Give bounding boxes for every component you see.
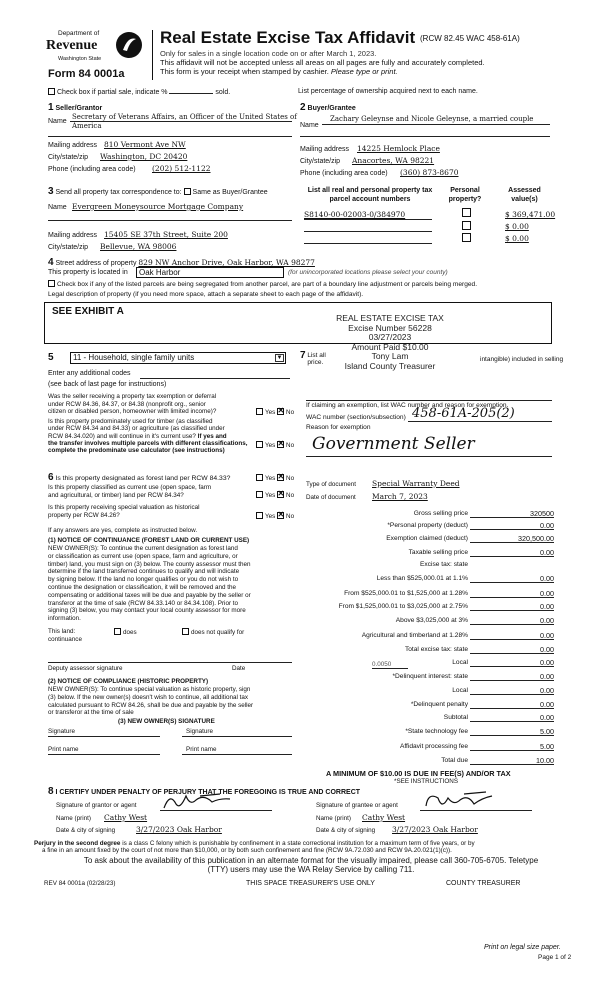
- deputy-label: Deputy assessor signature: [48, 665, 123, 672]
- seller-name-2[interactable]: America: [72, 122, 102, 130]
- doc-date[interactable]: March 7, 2023: [372, 492, 428, 501]
- parcel-value-2[interactable]: $ 0.00: [505, 234, 529, 243]
- seller-city[interactable]: Washington, DC 20420: [100, 152, 188, 161]
- stamp-line5: Tony Lam: [371, 351, 409, 361]
- current-use-yes-checkbox[interactable]: [256, 491, 263, 498]
- current-use-q-b: and agricultural, or timber) land per RCW 84.34?: [48, 491, 184, 499]
- form-title: Real Estate Excise Tax Affidavit: [160, 28, 416, 47]
- page-number: Page 1 of 2: [538, 954, 572, 961]
- certify-text: I CERTIFY UNDER PENALTY OF PERJURY THAT THE FOREGOING IS TRUE AND CORRECT: [55, 789, 361, 796]
- current-use-q: [48, 484, 211, 499]
- does-not-checkbox[interactable]: [182, 628, 189, 635]
- timber-q-line0: Is this property predominately used for timber (as classified: [48, 418, 213, 425]
- timber-q-bold: If yes and: [197, 432, 227, 440]
- buyer-name-line2: [300, 136, 550, 137]
- exempt-no-checkbox[interactable]: [277, 408, 284, 415]
- seller-heading-text: Seller/Grantor: [55, 105, 103, 112]
- reason-value[interactable]: Government Seller: [312, 434, 475, 454]
- historic-q-a: Is this property receiving special valuation as historical: [48, 504, 200, 511]
- treasurer-stamp: [300, 314, 480, 371]
- print-line-2: [182, 754, 292, 755]
- notice1-line6: compensating or additional taxes will be due and payable by the seller or: [48, 591, 251, 599]
- calc-value-5[interactable]: 0.00: [540, 574, 554, 583]
- print-label-2: Print name: [186, 746, 217, 753]
- timber-no-label: No: [286, 442, 295, 449]
- property-located-note: (for unincorporated locations please select your county): [288, 269, 448, 276]
- calc-value-12[interactable]: 0.00: [540, 672, 554, 681]
- timber-yes-label: Yes: [265, 442, 276, 449]
- historic-yes-checkbox[interactable]: [256, 512, 263, 519]
- notice2-line2: calculated pursuant to RCW 84.26, shall be due and payable by the seller: [48, 701, 254, 709]
- grantor-name-label: Name (print): [56, 815, 91, 822]
- grantor-sig-label: Signature of grantor or agent: [56, 802, 137, 809]
- additional-codes-line: [140, 378, 290, 379]
- parcels-col2a: Personal: [450, 187, 480, 194]
- calc-value-10[interactable]: 0.00: [540, 645, 554, 654]
- buyer-name[interactable]: Zachary Geleynse and Nicole Geleynse, a married couple: [330, 115, 534, 123]
- parcel-personal-checkbox-1[interactable]: [462, 221, 471, 230]
- does-not-option: [182, 628, 244, 636]
- buyer-addr-label: Mailing address: [300, 146, 350, 153]
- calc-label-12: *Delinquent interest: state: [392, 673, 468, 680]
- calc-label-14: *Delinquent penalty: [410, 701, 468, 708]
- dept-line1: Department of: [58, 30, 100, 37]
- partial-label-b: sold.: [215, 89, 231, 96]
- legal-size-note: Print on legal size paper.: [484, 944, 561, 951]
- seller-name-line: [70, 121, 292, 122]
- legal-label: Legal description of property (if you need more space, attach a separate sheet to each page of the affidavit).: [48, 291, 364, 298]
- county-treasurer: COUNTY TREASURER: [446, 880, 521, 887]
- corr-name[interactable]: Evergreen Moneysource Mortgage Company: [72, 202, 244, 211]
- buyer-name-label: Name: [300, 122, 319, 129]
- same-as-buyer-checkbox[interactable]: [184, 188, 191, 195]
- calc-label-7: From $1,525,000.01 to $3,025,000 at 2.75%: [338, 603, 468, 610]
- calc-label-16: *State technology fee: [405, 728, 468, 735]
- parcel-personal-checkbox-2[interactable]: [462, 233, 471, 242]
- does-label: does: [123, 629, 137, 636]
- calc-label-10: Total excise tax: state: [404, 646, 468, 653]
- notice2-text: [48, 686, 253, 717]
- partial-sale-checkbox[interactable]: [48, 88, 55, 95]
- doc-date-label: Date of document: [306, 494, 356, 501]
- section7-text-b: price.: [307, 359, 324, 366]
- timber-q-line2-text: RCW 84.34.020) and will continue in it's current use?: [48, 432, 196, 440]
- forest-yes-label: Yes: [265, 475, 276, 482]
- calc-value-15[interactable]: 0.00: [540, 713, 554, 722]
- buyer-phone[interactable]: (360) 873-8670: [400, 168, 459, 177]
- property-street-label: Street address of property: [55, 260, 137, 267]
- land-use-select-value: 11 - Household, single family units: [73, 353, 195, 362]
- does-option: [114, 628, 137, 636]
- doc-type[interactable]: Special Warranty Deed: [372, 479, 460, 488]
- additional-codes-label: Enter any additional codes: [48, 370, 131, 377]
- parcels-col3a: Assessed: [508, 187, 541, 194]
- print-label-1: Print name: [48, 746, 79, 753]
- header-sub3-text: This form is your receipt when stamped by cashier.: [160, 67, 329, 76]
- forest-yes-checkbox[interactable]: [256, 474, 263, 481]
- grantor-date-label: Date & city of signing: [56, 827, 116, 834]
- sig-label-1: Signature: [48, 728, 75, 735]
- property-located-select[interactable]: Oak Harbor: [136, 267, 284, 278]
- section7-num: 7: [300, 350, 306, 361]
- stamp-line1: REAL ESTATE EXCISE TAX: [336, 313, 444, 323]
- parcel-line-2: [304, 243, 432, 244]
- grantee-signature-icon[interactable]: [420, 790, 510, 812]
- calc-label-5: Less than $525,000.01 at 1.1%: [376, 575, 468, 582]
- header-sub1: Only for sales in a single location code on or after March 1, 2023.: [160, 49, 377, 58]
- section5-num: 5: [48, 352, 54, 363]
- wac-line: [408, 421, 552, 422]
- form-number: Form 84 0001a: [48, 68, 125, 80]
- calc-label-15: Subtotal: [443, 714, 468, 721]
- calc-value-17[interactable]: 5.00: [540, 742, 554, 751]
- notice2-line1: (3) below. If the new owner(s) doesn't wish to continue, all additional tax: [48, 693, 249, 701]
- form-rcw: (RCW 82.45 WAC 458-61A): [420, 34, 520, 43]
- see-instructions-label: (see back of last page for instructions): [48, 381, 167, 388]
- buyer-heading-text: Buyer/Grantee: [307, 105, 356, 112]
- stamp-line6: Island County Treasurer: [344, 360, 436, 371]
- section8-num: 8: [48, 786, 54, 797]
- historic-no-checkbox[interactable]: [277, 512, 284, 519]
- notice1-line9: information.: [48, 615, 81, 623]
- calc-value-1[interactable]: 0.00: [540, 521, 554, 530]
- seller-heading: 1 Seller/Grantor: [48, 102, 103, 113]
- same-as-buyer-label: Same as Buyer/Grantee: [192, 189, 268, 196]
- calc-value-3[interactable]: 0.00: [540, 548, 554, 557]
- seller-city-label: City/state/zip: [48, 154, 89, 161]
- stamp-line2: Excise Number 56228: [348, 322, 432, 333]
- seller-name-1[interactable]: Secretary of Veterans Affairs, an Officer of the United States of: [72, 113, 297, 121]
- parcel-segregated-row: [48, 280, 477, 288]
- perjury-line2: a fine in an amount fixed by the court of not more than $10,000, or by both such confinement and fine (RCW 9A.72.030 and RCW 9A.20.021(1)(c)).: [42, 847, 452, 855]
- property-located-label: This property is located in: [48, 269, 128, 276]
- calc-value-18[interactable]: 10.00: [536, 756, 554, 765]
- calc-value-14[interactable]: 0.00: [540, 700, 554, 709]
- timber-q-line2: [48, 433, 247, 440]
- parcels-col1b: parcel account numbers: [329, 196, 411, 203]
- seller-addr[interactable]: 810 Vermont Ave NW: [104, 140, 186, 149]
- revenue-logo-icon: [114, 30, 144, 60]
- header-sub3-italic: Please type or print.: [330, 67, 398, 76]
- historic-q: [48, 504, 200, 519]
- exempt-q-line2: citizen or disabled person, homeowner with limited income)?: [48, 408, 217, 415]
- buyer-addr[interactable]: 14225 Hemlock Place: [357, 144, 440, 153]
- notice1-line4: by signing below. If the land no longer qualifies or you do not wish to: [48, 576, 239, 584]
- deputy-date-label: Date: [232, 665, 246, 672]
- forest-q: [48, 472, 230, 483]
- see-instructions: *SEE INSTRUCTIONS: [394, 778, 459, 785]
- wac-number[interactable]: 458-61A-205(2): [412, 406, 515, 421]
- partial-label-c: List percentage of ownership acquired next to each name.: [298, 88, 478, 95]
- grantee-name-label: Name (print): [316, 815, 351, 822]
- corr-addr[interactable]: 15405 SE 37th Street, Suite 200: [104, 230, 228, 239]
- current-use-yes-no: [256, 491, 294, 499]
- exempt-yes-label: Yes: [265, 409, 276, 416]
- notice2-title: (2) NOTICE OF COMPLIANCE (HISTORIC PROPERTY): [48, 678, 209, 685]
- timber-q-line1: under RCW 84.34 and 84.33) or agriculture (as classified under: [48, 425, 225, 433]
- parcels-col3b: value(s): [511, 196, 538, 203]
- seller-phone[interactable]: (202) 512-1122: [152, 164, 211, 173]
- timber-q-line3: the transfer involves multiple parcels with different classifications,: [48, 439, 248, 447]
- calc-label-17: Affidavit processing fee: [399, 743, 468, 750]
- parcels-col1a: List all real and personal property tax: [307, 187, 433, 194]
- notice2-line3: or transferor at the time of sale: [48, 709, 134, 717]
- partial-label-a: Check box if partial sale, indicate %: [57, 89, 168, 96]
- parcel-value-0[interactable]: $ 369,471.00: [505, 210, 556, 219]
- chevron-down-icon[interactable]: ▼: [276, 355, 283, 361]
- grantor-name[interactable]: Cathy West: [104, 813, 148, 822]
- section7-text-a: List all: [307, 352, 326, 359]
- grantee-sig-label: Signature of grantee or agent: [316, 802, 398, 809]
- seller-addr-label: Mailing address: [48, 142, 98, 149]
- header-divider: [152, 30, 153, 80]
- calc-value-13[interactable]: 0.00: [540, 686, 554, 695]
- parcel-value-1[interactable]: $ 0.00: [505, 222, 529, 231]
- timber-yes-no: [256, 441, 294, 449]
- exempt-no-label: No: [286, 409, 295, 416]
- perjury-notice: [34, 840, 475, 855]
- calc-label-1: *Personal property (deduct): [387, 522, 468, 529]
- dept-logo: [44, 30, 144, 82]
- timber-yes-checkbox[interactable]: [256, 441, 263, 448]
- calc-label-13: Local: [452, 687, 468, 694]
- perjury-bold: Perjury in the second degree: [34, 840, 121, 847]
- stamp-line3: 03/27/2023: [368, 332, 412, 342]
- calc-value-8[interactable]: 0.00: [540, 616, 554, 625]
- buyer-heading: 2 Buyer/Grantee: [300, 102, 356, 113]
- dept-line2: Revenue: [46, 38, 98, 53]
- forest-yes-no: [256, 474, 294, 482]
- minimum-due: A MINIMUM OF $10.00 IS DUE IN FEE(S) AND/OR TAX: [326, 769, 511, 778]
- calc-label-6: From $525,000.01 to $1,525,000 at 1.28%: [344, 590, 468, 597]
- notice1-line1: or classification as current use (open space, farm and agriculture, or: [48, 552, 238, 560]
- calc-label-11: Local: [452, 659, 468, 666]
- forest-q-text: Is this property designated as forest land per RCW 84.33?: [55, 475, 231, 482]
- dept-line3: Washington State: [58, 56, 102, 62]
- grantee-date[interactable]: 3/27/2023 Oak Harbor: [392, 825, 478, 834]
- calc-label-2: Exemption claimed (deduct): [386, 535, 468, 542]
- does-not-label: does not qualify for: [191, 629, 245, 636]
- doc-type-label: Type of document: [306, 481, 357, 488]
- calc-value-9[interactable]: 0.00: [540, 631, 554, 640]
- historic-q-b: property per RCW 84.26?: [48, 511, 120, 519]
- buyer-city[interactable]: Anacortes, WA 98221: [352, 156, 435, 165]
- corr-name-label: Name: [48, 204, 67, 211]
- reason-line: [306, 456, 552, 457]
- wac-label: WAC number (section/subsection): [306, 414, 406, 421]
- exempt-yes-no: [256, 408, 294, 416]
- notice2-line0: NEW OWNER(S): To continue special valuation as historic property, sign: [48, 686, 251, 693]
- this-land-label: This land:: [48, 628, 76, 635]
- perjury-line1: is a class C felony which is punishable by confinement in a state correctional institution for a maximum term of five years, or by: [122, 840, 475, 847]
- calc-label-4: Excise tax: state: [419, 561, 468, 568]
- notice1-line2: timber) land, you must sign on (3) below. The county assessor must then: [48, 560, 251, 568]
- corr-heading: 3 Send all property tax correspondence to: Same as Buyer/Grantee: [48, 186, 268, 197]
- notice1-text: [48, 545, 251, 623]
- parcel-segregated-checkbox[interactable]: [48, 280, 55, 287]
- forest-no-label: No: [286, 475, 295, 482]
- current-use-yes-label: Yes: [265, 492, 276, 499]
- calc-value-11[interactable]: 0.00: [540, 658, 554, 667]
- parcel-number-0[interactable]: S8140-00-02003-0/384970: [304, 210, 406, 219]
- corr-name-line2: [48, 220, 292, 221]
- sig-line-2: [182, 736, 292, 737]
- reason-label: Reason for exemption: [306, 424, 371, 431]
- exempt-q-line1: under RCW 84.36, 84.37, or 84.38 (nonprofit org., senior: [48, 400, 206, 408]
- continuance-label: continuance: [48, 636, 82, 643]
- deputy-line: [48, 662, 292, 663]
- grantor-signature-icon[interactable]: [160, 790, 250, 812]
- historic-yes-no: [256, 512, 294, 520]
- notice1-line5: continue the designation or classification, it will be removed and the: [48, 583, 236, 591]
- historic-yes-label: Yes: [265, 513, 276, 520]
- legal-description[interactable]: SEE EXHIBIT A: [52, 306, 124, 317]
- current-use-q-a: Is this property classified as current use (open space, farm: [48, 484, 212, 491]
- section7-row: [300, 352, 326, 366]
- ask-line1: To ask about the availability of this publication in an alternate format for the visually impaired, please call 360-705-6705. Teletype: [83, 856, 539, 865]
- parcels-col3: [497, 186, 552, 204]
- header-sub2: This affidavit will not be accepted unless all areas on all pages are fully and accurately completed.: [160, 58, 485, 67]
- corr-addr-label: Mailing address: [48, 232, 98, 239]
- print-line-1: [48, 754, 160, 755]
- calc-value-16[interactable]: 5.00: [540, 727, 554, 736]
- notice1-line0: NEW OWNER(S): To continue the current designation as forest land: [48, 545, 238, 552]
- stamp-line4: Amount Paid $10.00: [351, 341, 429, 352]
- seller-phone-label: Phone (including area code): [48, 166, 136, 173]
- calc-value-2[interactable]: 320,500.00: [518, 534, 554, 543]
- calc-label-18: Total due: [441, 757, 468, 764]
- exempt-label: If claiming an exemption, list WAC number and reason for exemption.: [306, 402, 509, 409]
- property-street-row: 4 Street address of property 829 NW Anchor Drive, Oak Harbor, WA 98277: [48, 257, 315, 268]
- corr-city[interactable]: Bellevue, WA 98006: [100, 242, 177, 251]
- treasurer-use: THIS SPACE TREASURER'S USE ONLY: [246, 880, 375, 887]
- local-rate[interactable]: 0.0050: [372, 661, 408, 669]
- sig-label-2: Signature: [186, 728, 213, 735]
- sig-line-1: [48, 736, 160, 737]
- parcels-col2: [440, 186, 490, 204]
- buyer-city-label: City/state/zip: [300, 158, 341, 165]
- ask-notice: [56, 857, 566, 874]
- parcel-segregated-label: Check box if any of the listed parcels are being segregated from another parcel, are part of a boundary line adjustment or parcels being merged.: [57, 281, 478, 288]
- corr-city-label: City/state/zip: [48, 244, 89, 251]
- calc-value-0[interactable]: 320500: [530, 509, 554, 518]
- rev-number: REV 84 0001a (02/28/23): [44, 880, 116, 887]
- grantor-date[interactable]: 3/27/2023 Oak Harbor: [136, 825, 222, 834]
- exempt-q-line0: Was the seller receiving a property tax exemption or deferral: [48, 393, 217, 400]
- calc-label-3: Taxable selling price: [408, 549, 468, 556]
- forest-no-checkbox[interactable]: [277, 474, 284, 481]
- does-checkbox[interactable]: [114, 628, 121, 635]
- parcel-personal-checkbox-0[interactable]: [462, 208, 471, 217]
- parcel-line-1: [304, 231, 432, 232]
- notice3-title: (3) NEW OWNER(S) SIGNATURE: [118, 718, 215, 725]
- header-sub3: [160, 67, 398, 76]
- exempt-yes-checkbox[interactable]: [256, 408, 263, 415]
- notice1-line8: signing (3) below, you may contact your local county assessor for more: [48, 607, 246, 615]
- current-use-no-label: No: [286, 492, 295, 499]
- property-street[interactable]: 829 NW Anchor Drive, Oak Harbor, WA 98277: [138, 258, 315, 267]
- exempt-top-line: [306, 400, 552, 401]
- timber-question: [48, 418, 247, 454]
- seller-name-line2: [48, 136, 292, 137]
- if-any-label: If any answers are yes, complete as instructed below.: [48, 527, 198, 534]
- buyer-name-line: [322, 124, 550, 125]
- parcel-line-0: [304, 219, 432, 220]
- grantee-date-label: Date & city of signing: [316, 827, 376, 834]
- exempt-question: [48, 393, 216, 416]
- seller-name-label: Name: [48, 118, 67, 125]
- calc-label-8: Above $3,025,000 at 3%: [395, 617, 468, 624]
- current-use-no-checkbox[interactable]: [277, 491, 284, 498]
- ask-line2: (TTY) users may use the WA Relay Service by calling 711.: [207, 864, 415, 874]
- calc-label-0: Gross selling price: [413, 510, 468, 517]
- grantee-name[interactable]: Cathy West: [362, 813, 406, 822]
- historic-no-label: No: [286, 513, 295, 520]
- parcels-col1: [305, 186, 435, 204]
- calc-value-7[interactable]: 0.00: [540, 602, 554, 611]
- buyer-phone-label: Phone (including area code): [300, 170, 388, 177]
- corr-heading-text: Send all property tax correspondence to:: [55, 189, 182, 196]
- notice1-title: (1) NOTICE OF CONTINUANCE (FOREST LAND OR CURRENT USE): [48, 537, 250, 544]
- partial-sale-row: [48, 88, 230, 96]
- calc-label-9: Agricultural and timberland at 1.28%: [361, 632, 468, 639]
- section6-num: 6: [48, 472, 54, 483]
- land-use-select[interactable]: [70, 352, 286, 364]
- timber-q-line4: complete the predominate use calculator (see instructions): [48, 447, 225, 455]
- notice1-line7: transferor at the time of sale (RCW 84.33.140 or 84.34.108). Prior to: [48, 599, 239, 607]
- section7-text-c: intangible) included in selling: [480, 356, 564, 363]
- notice1-line3: determine if the land transferred continues to qualify and will indicate: [48, 568, 240, 576]
- calc-value-6[interactable]: 0.00: [540, 589, 554, 598]
- timber-no-checkbox[interactable]: [277, 441, 284, 448]
- parcels-col2b: property?: [448, 196, 482, 203]
